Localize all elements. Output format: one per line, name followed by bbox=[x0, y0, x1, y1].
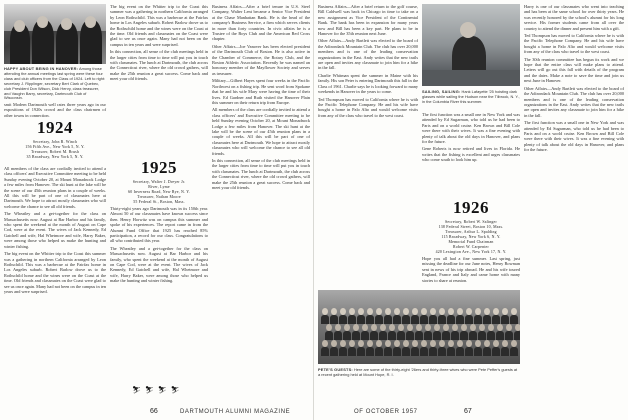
person-head bbox=[344, 324, 350, 331]
right-page bbox=[314, 0, 628, 420]
left-column-2-body bbox=[110, 206, 208, 381]
person-body bbox=[402, 315, 410, 324]
person-body bbox=[393, 347, 401, 356]
paragraph: The Wheatley and a get-together for the class on Massachusetts now. August at Bar Harbor and his family, who spent the weekend at the month of August on Cape Cod, were at the event. The wives of Jack Kennedy, Ed Gatchell and wife, Hal Whetmore and wife, Harry Baker, were among those who helped us make the hunting and winter fishing. bbox=[110, 245, 208, 284]
photo-caption bbox=[4, 67, 106, 101]
person-head bbox=[340, 308, 346, 315]
paragraph: In this connection, all sense of the club meetings held in the larger cities from time to time will put you in touch with classmates. The lunch at Dartmouth, the club across the Connecticut river, where the old crowd gathers, will make the 25th reunion a great success. Come back and meet your old friends. bbox=[212, 157, 310, 190]
left-column-3 bbox=[212, 4, 310, 399]
class-officers-block-2: Secretary, Walter J. Dreyer Jr. River, Lyme 60 Inverness Road, New Rye, N. Y. Treasurer, Nathan Moore 55 Federal St., Boston, Mass. bbox=[128, 180, 190, 204]
person-head bbox=[362, 324, 368, 331]
person-body bbox=[456, 315, 464, 324]
person-body bbox=[438, 347, 446, 356]
person-head bbox=[389, 324, 395, 331]
person-head bbox=[493, 340, 499, 347]
person-head bbox=[448, 340, 454, 347]
photo-caption-title: HAPPY ABOUT BEING IN HANOVER: bbox=[4, 66, 79, 71]
person-head bbox=[358, 340, 364, 347]
person-body bbox=[330, 315, 338, 324]
paragraph: In this connection, all sense of the club meetings held in the larger cities from time to time will put you in touch with classmates. The lunch at Dartmouth, the club across the Connecticut river, where the old crowd gathers, will make the 25th reunion a great success. Come back and meet your old friends. bbox=[110, 49, 208, 82]
person-head bbox=[430, 308, 436, 315]
person-body bbox=[411, 347, 419, 356]
sailing-photo bbox=[422, 4, 520, 86]
person-body bbox=[325, 331, 333, 340]
person-head bbox=[380, 324, 386, 331]
person-body bbox=[492, 315, 500, 324]
paragraph: Charlie Whitman spent the summer in Maine with his family. His son Peter is entering Dartmouth this fall in the Class of 1961. Charlie says he is looking forward to many weekends in Hanover in the years to come. bbox=[318, 72, 418, 95]
person-body bbox=[460, 331, 468, 340]
group-photo bbox=[318, 290, 520, 364]
paragraph: Ted Thompson has moved to California where he is with the Pacific Telephone Company. He and his wife have bought a home in Palo Alto and would welcome visits from any of the class who travel to the west coast. bbox=[318, 96, 418, 118]
person-body bbox=[433, 331, 441, 340]
person-head bbox=[407, 324, 413, 331]
person-body bbox=[348, 315, 356, 324]
person-body bbox=[501, 315, 509, 324]
person-head bbox=[452, 324, 458, 331]
sailing-caption-title: SAILING, SAILING: bbox=[422, 89, 461, 94]
person-body bbox=[321, 347, 329, 356]
person-body bbox=[411, 315, 419, 324]
paragraph: Hope you all had a fine summer. Last spring, just missing the deadline for our June notes, Henry Bowman sent in news of his trip abroad. He and his wife toured England, France and Italy and came home with many stories to share at reunion. bbox=[422, 256, 520, 283]
person-head bbox=[385, 308, 391, 315]
person-head bbox=[457, 340, 463, 347]
person-body bbox=[406, 331, 414, 340]
person-head bbox=[484, 340, 490, 347]
person-body bbox=[510, 347, 518, 356]
person-head bbox=[488, 324, 494, 331]
person-head bbox=[331, 308, 337, 315]
paragraph: Gene Roberts is now retired and lives in Florida. He writes that the fishing is excellent and urges classmates who come south to look him up. bbox=[422, 146, 520, 163]
group-caption-title: PETE'S GUESTS: bbox=[318, 367, 353, 372]
person-body bbox=[469, 331, 477, 340]
person-body bbox=[330, 347, 338, 356]
person-head bbox=[475, 340, 481, 347]
class-officers-photo bbox=[4, 4, 106, 64]
person-body bbox=[357, 315, 365, 324]
person-body bbox=[429, 347, 437, 356]
paragraph: Other Affairs—Joe Vanover has been elected president of the Dartmouth Club of Boston. He is also active in the Chamber of Commerce, the Rotary Club, and the Boston Athletic Association. Recently he was named an honorary member of the Mayflower Society and serves as treasurer. bbox=[212, 43, 310, 76]
person-body bbox=[465, 347, 473, 356]
person-body bbox=[366, 315, 374, 324]
person-head bbox=[484, 308, 490, 315]
person-head bbox=[322, 340, 328, 347]
person-head bbox=[470, 324, 476, 331]
class-year-heading: 1924 bbox=[37, 118, 73, 137]
person-body bbox=[339, 315, 347, 324]
right-column-3 bbox=[524, 4, 624, 399]
person-head bbox=[434, 324, 440, 331]
person-head bbox=[466, 340, 472, 347]
paragraph: Business Affairs—After a brief tenure in U.S. Steel Company, Walter Lent became a Senior Vice President at the Chase Manhattan Bank. He is the head of the company's Business Service, a firm which serves clients in more than forty countries. In civic affairs he is a Trustee of the Boys Club and the American Red Cross chapter. bbox=[212, 4, 310, 42]
person-head bbox=[358, 308, 364, 315]
person-head bbox=[425, 324, 431, 331]
issue-footer: OF OCTOBER 1957 bbox=[354, 409, 418, 415]
person-body bbox=[415, 331, 423, 340]
paragraph: The 30th reunion committee has begun its work and we hope that the entire class will make plans to attend. Letters will go out this fall with details of the program and the dates. Make a note to save the time and join us next June in Hanover. bbox=[524, 56, 624, 84]
person-body bbox=[357, 347, 365, 356]
paragraph: Ted Thompson has moved to California where he is with the Pacific Telephone Company. He and his wife have bought a home in Palo Alto and would welcome visits from any of the class who travel to the west coast. bbox=[524, 33, 624, 55]
person-body bbox=[478, 331, 486, 340]
person-head bbox=[457, 308, 463, 315]
person-head bbox=[367, 340, 373, 347]
right-column-1 bbox=[318, 4, 418, 244]
person-body bbox=[379, 331, 387, 340]
left-column-2 bbox=[110, 4, 208, 154]
person-head bbox=[398, 324, 404, 331]
sailing-photo-caption bbox=[422, 90, 520, 105]
person-head bbox=[403, 340, 409, 347]
person-head bbox=[412, 308, 418, 315]
person-body bbox=[496, 331, 504, 340]
person-body bbox=[388, 331, 396, 340]
person-head bbox=[349, 340, 355, 347]
class-officers-block-3: Secretary, Robert W. Salinger 138 Federal Street, Boston 10, Mass. Treasurer, Arthur L. Spalding 115 Broadway, New York 6, N. Y. Memorial Fund Chairman Robert W. Carpenter 420 Lexington Ave., New York 17, N. Y. bbox=[435, 220, 507, 254]
person-body bbox=[501, 347, 509, 356]
person-body bbox=[438, 315, 446, 324]
magazine-footer: DARTMOUTH ALUMNI MAGAZINE bbox=[180, 409, 291, 415]
paragraph: Military—Gilbert Hayes spent four weeks in the Pacific Northwest on a fishing trip. He sent word from Spokane that he and his wife Mary were having the time of their lives. Ed Gardner and Ruth visited the Hanover Plain this summer on their return trip from Europe. bbox=[212, 78, 310, 105]
person-body bbox=[393, 315, 401, 324]
class-year-heading-2: 1925 bbox=[141, 158, 177, 177]
person-head bbox=[475, 308, 481, 315]
person-body bbox=[384, 347, 392, 356]
person-body bbox=[456, 347, 464, 356]
paragraph: Other Affairs—Andy Bartlett was elected to the board of the Adirondack Mountain Club. The club has over 20,000 members and is one of the leading conservation organizations in the East. Andy writes that the new trails are open and invites any classmate to join him for a hike in the fall. bbox=[318, 38, 418, 71]
person-head bbox=[421, 308, 427, 315]
skier-icon: ⛷ bbox=[132, 386, 141, 394]
person-head bbox=[421, 340, 427, 347]
person-head bbox=[394, 308, 400, 315]
person-head bbox=[479, 324, 485, 331]
person-body bbox=[375, 315, 383, 324]
person-head bbox=[493, 308, 499, 315]
person-body bbox=[370, 331, 378, 340]
paragraph: The first function was a small one in New York and was attended by Ed Sugarman, who told us he had been to Paris and on a world cruise. Ken Brown and Bill Cole were there with their wives. It was a fine evening with plenty of talk about the old days in Hanover, and plans for the future. bbox=[422, 112, 520, 145]
person-head bbox=[412, 340, 418, 347]
person-body bbox=[375, 347, 383, 356]
person-body bbox=[321, 315, 329, 324]
person-head bbox=[439, 340, 445, 347]
person-head bbox=[511, 340, 517, 347]
paragraph: The big event on the Whitter trip to the Coast this summer was a gathering in northern California arranged by Leon Rothschild. This was a barbecue at the Fairfax home in Los Angeles suburb. Robert Barlow drove us to the Rothschild home and the wines were on the Coast at the time. Old friends and classmates on the Coast were glad to see us once again. Many had not been on the campus in ten years and were surprised. bbox=[4, 251, 106, 294]
person-head bbox=[439, 308, 445, 315]
person-head bbox=[502, 308, 508, 315]
person-body bbox=[339, 347, 347, 356]
person-head bbox=[322, 308, 328, 315]
person-body bbox=[366, 347, 374, 356]
person-body bbox=[442, 331, 450, 340]
person-head bbox=[506, 324, 512, 331]
person-head bbox=[385, 340, 391, 347]
skier-icon: ⛷ bbox=[170, 386, 180, 394]
class-officers-block: Secretary, John R. Winch 156 Fifth Ave., New York 5, N. Y. Treasurer, Robert M. Brush 35 Broadway, New York 5, N. Y. bbox=[25, 140, 85, 159]
person-head bbox=[376, 308, 382, 315]
person-head bbox=[416, 324, 422, 331]
page-number-right: 67 bbox=[464, 408, 472, 415]
paragraph: The Wheatley and a get-together for the class on Massachusetts now. August at Bar Harbor and his family, who spent the weekend at the month of August on Cape Cod, were at the event. The wives of Jack Kennedy, Ed Gatchell and wife, Hal Whetmore and wife, Harry Baker, were among those who helped us make the hunting and winter fishing. bbox=[4, 211, 106, 249]
person-head bbox=[353, 324, 359, 331]
person-head bbox=[376, 340, 382, 347]
person-head bbox=[502, 340, 508, 347]
person-head bbox=[448, 308, 454, 315]
group-caption-text: Here are some of the thirty-eight '26ers and thirty-three wives who were Pete Peffer's guests at a recent gathering held at Mount Hope, R. I. bbox=[318, 367, 518, 377]
person-body bbox=[514, 331, 520, 340]
person-body bbox=[505, 331, 513, 340]
person-head bbox=[466, 308, 472, 315]
skier-icon: ⛷ bbox=[144, 386, 154, 394]
person-head bbox=[340, 340, 346, 347]
paragraph: All members of the class are cordially invited to attend a class officers' and Executive Committee meeting to be held Sunday evening October 20, at Mount Monadnock Lodge a few miles from Hanover. The ski hunt at the lake will be the scene of our 45th reunion plans in a couple of weeks. All this will be part of one of classmates here at Dartmouth. We hope to attract mostly classmates who will welcome the chance to see all old friends. bbox=[4, 166, 106, 209]
person-head bbox=[335, 324, 341, 331]
sailing-caption-text: Hank Lafayette '25 hoisting dark glasses while sailing the Hudson near the Tilbrook, N. Y., in the Columbia River this summer. bbox=[422, 89, 520, 104]
person-body bbox=[343, 331, 351, 340]
person-body bbox=[334, 331, 342, 340]
paragraph: The big event on the Whitter trip to the Coast this summer was a gathering in northern California arranged by Leon Rothschild. This was a barbecue at the Fairfax home in Los Angeles suburb. Robert Barlow drove us to the Rothschild home and the wines were on the Coast at the time. Old friends and classmates on the Coast were glad to see us once again. Many had not been on the campus in ten years and were surprised. bbox=[110, 4, 208, 47]
person-body bbox=[492, 347, 500, 356]
person-head bbox=[331, 340, 337, 347]
decorative-figures bbox=[132, 386, 180, 394]
person-head bbox=[403, 308, 409, 315]
group-photo-caption bbox=[318, 368, 520, 378]
left-column-1-body bbox=[4, 166, 106, 401]
person-head bbox=[497, 324, 503, 331]
person-body bbox=[420, 347, 428, 356]
person-body bbox=[420, 315, 428, 324]
person-body bbox=[483, 315, 491, 324]
person-head bbox=[371, 324, 377, 331]
paragraph: smit Modern Dartmouth well rates three years ago in our expositions of 1920s crowd and the class chairmen of other towns in connection. bbox=[4, 102, 106, 118]
person-body bbox=[474, 347, 482, 356]
person-body bbox=[487, 331, 495, 340]
person-body bbox=[451, 331, 459, 340]
person-body bbox=[447, 315, 455, 324]
person-head bbox=[394, 340, 400, 347]
paragraph: Business Affairs—After a brief return to the golf course, Bill Caldwell was back in Chicago in time to take on a new assignment as Vice President of the Continental Bank. The bank has been in expansion for many years now and Bill has been a key part. He plans to be in Hanover for the 35th reunion next June. bbox=[318, 4, 418, 37]
paragraph: The first function was a small one in New York and was attended by Ed Sugarman, who told us he had been to Paris and on a world cruise. Ken Brown and Bill Cole were there with their wives. It was a fine evening with plenty of talk about the old days in Hanover, and plans for the future. bbox=[524, 120, 624, 153]
person-body bbox=[429, 315, 437, 324]
person-body bbox=[483, 347, 491, 356]
paragraph: Harry is one of our classmates who went into teaching and has been at the same school for over thirty years. He was recently honored by the school's alumni for his long service. His former students came from all over the country to attend the dinner and present him with a gift. bbox=[524, 4, 624, 31]
paragraph: All members of the class are cordially invited to attend a class officers' and Executive Committee meeting to be held Sunday evening October 20, at Mount Monadnock Lodge a few miles from Hanover. The ski hunt at the lake will be the scene of our 45th reunion plans in a couple of weeks. All this will be part of one of classmates here at Dartmouth. We hope to attract mostly classmates who will welcome the chance to see all old friends. bbox=[212, 107, 310, 156]
person-body bbox=[397, 331, 405, 340]
person-head bbox=[367, 308, 373, 315]
person-body bbox=[424, 331, 432, 340]
person-head bbox=[511, 308, 517, 315]
person-head bbox=[326, 324, 332, 331]
person-body bbox=[447, 347, 455, 356]
person-body bbox=[465, 315, 473, 324]
person-head bbox=[349, 308, 355, 315]
person-body bbox=[384, 315, 392, 324]
person-body bbox=[402, 347, 410, 356]
person-body bbox=[361, 331, 369, 340]
paragraph: Other Affairs—Andy Bartlett was elected to the board of the Adirondack Mountain Club. The club has over 20,000 members and is one of the leading conservation organizations in the East. Andy writes that the new trails are open and invites any classmate to join him for a hike in the fall. bbox=[524, 85, 624, 118]
person-head bbox=[461, 324, 467, 331]
right-column-2-body bbox=[422, 256, 520, 286]
person-body bbox=[510, 315, 518, 324]
paragraph: Thirty-eight years ago Dartmouth was in its 150th year. Almost 50 of our classmates have known success since then. Henry Horwitz was on campus this summer and spoke of his experiences. The report came in from the Alumni Fund Office that 1925 has reached 85% participation, a record for our class. Congratulations to all who contributed this year. bbox=[110, 206, 208, 244]
skier-icon: ⛷ bbox=[157, 386, 167, 394]
class-year-heading-3: 1926 bbox=[453, 198, 489, 217]
right-column-2 bbox=[422, 112, 520, 196]
page-number-left: 66 bbox=[150, 408, 158, 415]
person-head bbox=[430, 340, 436, 347]
photo-caption-text: Among those attending the annual meetings last spring were these four class and club officers from the Class of 1924. Left to right: secretary J. Ripplinger, secretary Bert Clark of Quebec, club President Don Wilson, Dick Henry, class treasurer, and Vaughn Barry, secretary, Dartmouth Club of Wisconsin. bbox=[4, 66, 106, 101]
person-head bbox=[443, 324, 449, 331]
person-body bbox=[352, 331, 360, 340]
person-body bbox=[348, 347, 356, 356]
person-body bbox=[474, 315, 482, 324]
person-head bbox=[515, 324, 520, 331]
